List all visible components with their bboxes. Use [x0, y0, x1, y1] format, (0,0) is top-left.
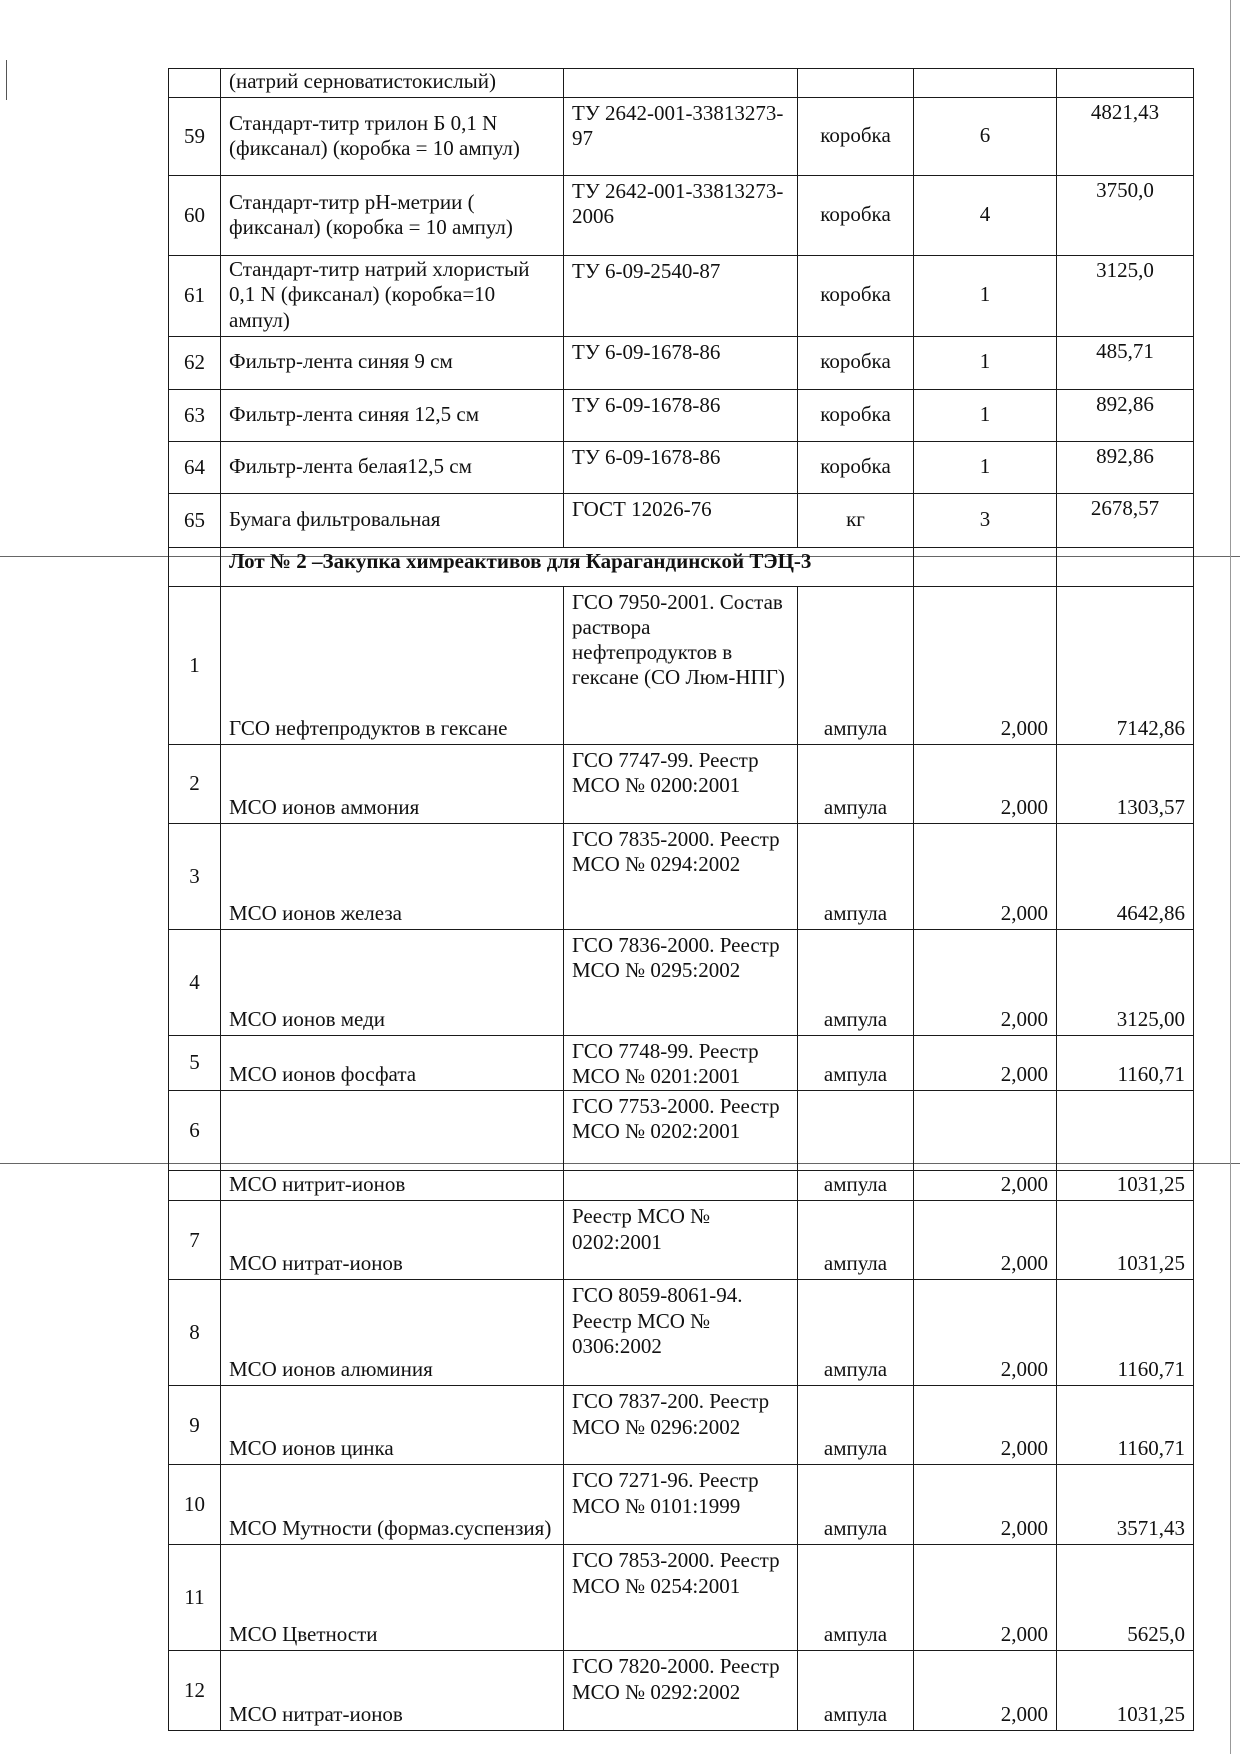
product-name: (натрий серноватистокислый) [221, 69, 564, 98]
table-row [169, 1545, 1194, 1651]
row-number: 7 [169, 1201, 221, 1280]
quantity-cell: 1 [914, 256, 1057, 337]
table-row [169, 744, 1194, 823]
price-cell: 1160,71 [1057, 1386, 1194, 1465]
product-name: МСО ионов аммония [221, 744, 564, 823]
standard-cell: ТУ 6-09-2540-87 [564, 256, 798, 337]
table-row [169, 493, 1194, 547]
quantity-cell: 2,000 [914, 744, 1057, 823]
quantity-cell: 2,000 [914, 1035, 1057, 1090]
product-name: Стандарт-титр трилон Б 0,1 N (фиксанал) (коробка = 10 ампул) [221, 98, 564, 176]
row-number: 60 [169, 176, 221, 256]
table-row [169, 1465, 1194, 1545]
price-cell: 3750,0 [1057, 176, 1194, 256]
table-row [169, 176, 1194, 256]
quantity-cell: 4 [914, 176, 1057, 256]
unit-cell: ампула [798, 1386, 914, 1465]
product-name [221, 1091, 564, 1171]
row-number: 10 [169, 1465, 221, 1545]
price-cell: 4821,43 [1057, 98, 1194, 176]
standard-cell: ТУ 6-09-1678-86 [564, 441, 798, 493]
product-name: МСО ионов железа [221, 823, 564, 929]
product-name: Стандарт-титр натрий хлористый 0,1 N (фиксанал) (коробка=10 ампул) [221, 256, 564, 337]
price-cell: 1031,25 [1057, 1171, 1194, 1201]
price-cell: 892,86 [1057, 389, 1194, 441]
unit-cell [798, 1091, 914, 1171]
quantity-cell [914, 69, 1057, 98]
standard-cell: ГСО 7747-99. Реестр МСО № 0200:2001 [564, 744, 798, 823]
table-row [169, 69, 1194, 98]
unit-cell: коробка [798, 336, 914, 389]
price-cell: 1303,57 [1057, 744, 1194, 823]
price-cell: 5625,0 [1057, 1545, 1194, 1651]
table-row [169, 823, 1194, 929]
quantity-cell: 2,000 [914, 823, 1057, 929]
quantity-cell: 2,000 [914, 586, 1057, 744]
product-name: ГСО нефтепродуктов в гексане [221, 586, 564, 744]
table-row [169, 336, 1194, 389]
unit-cell: коробка [798, 256, 914, 337]
standard-cell: ТУ 6-09-1678-86 [564, 389, 798, 441]
table-row [169, 1280, 1194, 1386]
row-number: 59 [169, 98, 221, 176]
price-cell: 3125,00 [1057, 929, 1194, 1035]
price-cell: 4642,86 [1057, 823, 1194, 929]
standard-cell: ГСО 7271-96. Реестр МСО № 0101:1999 [564, 1465, 798, 1545]
row-number: 5 [169, 1035, 221, 1090]
quantity-cell: 2,000 [914, 1280, 1057, 1386]
price-cell: 3571,43 [1057, 1465, 1194, 1545]
row-number: 2 [169, 744, 221, 823]
quantity-cell: 2,000 [914, 929, 1057, 1035]
standard-cell: ГОСТ 12026-76 [564, 493, 798, 547]
price-cell: 7142,86 [1057, 586, 1194, 744]
quantity-cell: 3 [914, 493, 1057, 547]
product-name: Фильтр-лента синяя 12,5 см [221, 389, 564, 441]
unit-cell: ампула [798, 1035, 914, 1090]
standard-cell: ГСО 7950-2001. Состав раствора нефтепродуктов в гексане (СО Люм-НПГ) [564, 586, 798, 744]
standard-cell: ТУ 2642-001-33813273-2006 [564, 176, 798, 256]
product-name: МСО Цветности [221, 1545, 564, 1651]
product-name: Бумага фильтровальная [221, 493, 564, 547]
standard-cell: ГСО 7836-2000. Реестр МСО № 0295:2002 [564, 929, 798, 1035]
product-name: МСО ионов фосфата [221, 1035, 564, 1090]
unit-cell: ампула [798, 1465, 914, 1545]
price-cell [1057, 1091, 1194, 1171]
unit-cell: ампула [798, 1545, 914, 1651]
price-cell [1057, 69, 1194, 98]
price-cell: 892,86 [1057, 441, 1194, 493]
product-name: МСО ионов меди [221, 929, 564, 1035]
product-name: МСО нитрит-ионов [221, 1171, 564, 1201]
row-number: 63 [169, 389, 221, 441]
table-row [169, 929, 1194, 1035]
unit-cell: ампула [798, 929, 914, 1035]
product-name: МСО ионов алюминия [221, 1280, 564, 1386]
table-row [169, 98, 1194, 176]
standard-cell [564, 1171, 798, 1201]
procurement-table [168, 68, 1194, 1731]
unit-cell: кг [798, 493, 914, 547]
quantity-cell [914, 1091, 1057, 1171]
quantity-cell: 1 [914, 441, 1057, 493]
unit-cell: коробка [798, 389, 914, 441]
unit-cell: коробка [798, 441, 914, 493]
row-number: 65 [169, 493, 221, 547]
unit-cell: коробка [798, 176, 914, 256]
standard-cell: ГСО 8059-8061-94. Реестр МСО № 0306:2002 [564, 1280, 798, 1386]
row-number: 9 [169, 1386, 221, 1465]
standard-cell [564, 69, 798, 98]
price-cell: 1160,71 [1057, 1035, 1194, 1090]
product-name: МСО ионов цинка [221, 1386, 564, 1465]
standard-cell: ГСО 7835-2000. Реестр МСО № 0294:2002 [564, 823, 798, 929]
price-cell: 3125,0 [1057, 256, 1194, 337]
unit-cell: ампула [798, 823, 914, 929]
quantity-cell [914, 547, 1057, 586]
product-name: Стандарт-титр pH-метрии ( фиксанал) (коробка = 10 ампул) [221, 176, 564, 256]
table-row [169, 586, 1194, 744]
scan-edge-right [1230, 0, 1231, 1754]
table-row [169, 1201, 1194, 1280]
standard-cell: ГСО 7748-99. Реестр МСО № 0201:2001 [564, 1035, 798, 1090]
row-number: 64 [169, 441, 221, 493]
price-cell: 1031,25 [1057, 1651, 1194, 1731]
unit-cell: ампула [798, 586, 914, 744]
price-cell: 485,71 [1057, 336, 1194, 389]
unit-cell: ампула [798, 1280, 914, 1386]
unit-cell: ампула [798, 1171, 914, 1201]
price-cell [1057, 547, 1194, 586]
row-number: 4 [169, 929, 221, 1035]
table-row [169, 1386, 1194, 1465]
scan-edge-left [6, 60, 7, 100]
product-name: МСО нитрат-ионов [221, 1651, 564, 1731]
unit-cell: ампула [798, 1651, 914, 1731]
unit-cell: ампула [798, 1201, 914, 1280]
row-number: 62 [169, 336, 221, 389]
lot-title: Лот № 2 –Закупка химреактивов для Карагандинской ТЭЦ-3 [221, 547, 914, 586]
standard-cell: ТУ 6-09-1678-86 [564, 336, 798, 389]
quantity-cell: 2,000 [914, 1201, 1057, 1280]
row-number: 61 [169, 256, 221, 337]
row-number [169, 547, 221, 586]
price-cell: 1031,25 [1057, 1201, 1194, 1280]
table-row [169, 1651, 1194, 1731]
row-number: 3 [169, 823, 221, 929]
quantity-cell: 2,000 [914, 1651, 1057, 1731]
table-row [169, 256, 1194, 337]
product-name: МСО Мутности (формаз.суспензия) [221, 1465, 564, 1545]
standard-cell: Реестр МСО № 0202:2001 [564, 1201, 798, 1280]
price-cell: 2678,57 [1057, 493, 1194, 547]
standard-cell: ГСО 7820-2000. Реестр МСО № 0292:2002 [564, 1651, 798, 1731]
price-cell: 1160,71 [1057, 1280, 1194, 1386]
row-number: 12 [169, 1651, 221, 1731]
quantity-cell: 1 [914, 336, 1057, 389]
quantity-cell: 2,000 [914, 1465, 1057, 1545]
standard-cell: ГСО 7853-2000. Реестр МСО № 0254:2001 [564, 1545, 798, 1651]
table-row [169, 1171, 1194, 1201]
standard-cell: ГСО 7837-200. Реестр МСО № 0296:2002 [564, 1386, 798, 1465]
unit-cell: коробка [798, 98, 914, 176]
row-number [169, 69, 221, 98]
row-number: 11 [169, 1545, 221, 1651]
row-number: 6 [169, 1091, 221, 1171]
unit-cell [798, 69, 914, 98]
row-number: 8 [169, 1280, 221, 1386]
standard-cell: ТУ 2642-001-33813273-97 [564, 98, 798, 176]
table-row [169, 1091, 1194, 1171]
product-name: Фильтр-лента белая12,5 см [221, 441, 564, 493]
table-row [169, 441, 1194, 493]
quantity-cell: 2,000 [914, 1171, 1057, 1201]
quantity-cell: 6 [914, 98, 1057, 176]
row-number [169, 1171, 221, 1201]
unit-cell: ампула [798, 744, 914, 823]
table-row [169, 1035, 1194, 1090]
table-row [169, 389, 1194, 441]
quantity-cell: 2,000 [914, 1545, 1057, 1651]
product-name: МСО нитрат-ионов [221, 1201, 564, 1280]
quantity-cell: 1 [914, 389, 1057, 441]
row-number: 1 [169, 586, 221, 744]
product-name: Фильтр-лента синяя 9 см [221, 336, 564, 389]
standard-cell: ГСО 7753-2000. Реестр МСО № 0202:2001 [564, 1091, 798, 1171]
lot-heading-row [169, 547, 1194, 586]
quantity-cell: 2,000 [914, 1386, 1057, 1465]
